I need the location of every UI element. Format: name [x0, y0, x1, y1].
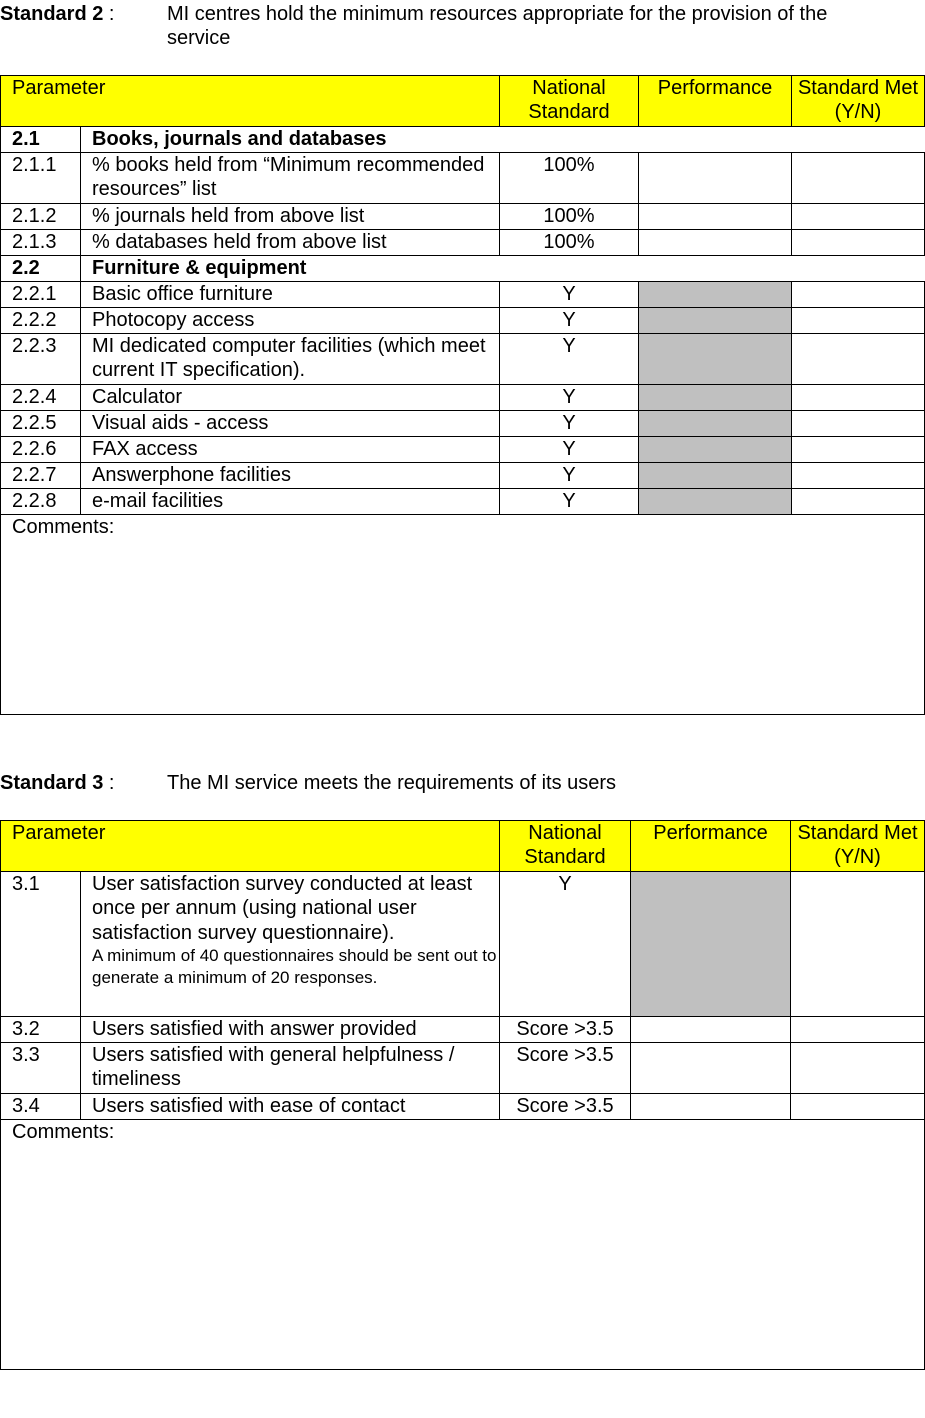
row-parameter: FAX access [81, 437, 500, 463]
row-parameter: % journals held from above list [81, 204, 500, 230]
table-header-row [1, 76, 925, 127]
row-id: 2.2.6 [1, 437, 81, 463]
row-national-standard: Score >3.5 [500, 1017, 631, 1043]
row-id: 3.3 [1, 1043, 81, 1094]
row-performance-shaded-cell [639, 463, 792, 489]
row-standard-met-cell[interactable] [791, 1017, 925, 1043]
row-performance-cell[interactable] [639, 230, 792, 256]
comments-label: Comments: [12, 516, 115, 538]
row-standard-met-cell[interactable] [792, 411, 925, 437]
row-id: 2.2.7 [1, 463, 81, 489]
table-row [1, 334, 925, 385]
row-national-standard: Y [500, 489, 639, 515]
row-id: 2.2.1 [1, 282, 81, 308]
section-id: 2.2 [1, 256, 81, 282]
row-performance-cell[interactable] [631, 1043, 791, 1094]
table-row [1, 489, 925, 515]
row-parameter: Users satisfied with ease of contact [81, 1094, 500, 1120]
row-standard-met-cell[interactable] [792, 308, 925, 334]
table-row [1, 1043, 925, 1094]
table-row [1, 1017, 925, 1043]
row-id: 2.2.4 [1, 385, 81, 411]
row-parameter: Users satisfied with general helpfulness / timeliness [81, 1043, 500, 1094]
table-row [1, 437, 925, 463]
table-row [1, 1094, 925, 1120]
comments-row [1, 1120, 925, 1370]
row-standard-met-cell[interactable] [792, 153, 925, 204]
row-parameter: Photocopy access [81, 308, 500, 334]
table-row [1, 463, 925, 489]
table-row [1, 308, 925, 334]
row-id: 2.2.3 [1, 334, 81, 385]
row-performance-shaded-cell [639, 308, 792, 334]
standard-3-label: Standard 3 : [0, 772, 115, 794]
table-row [1, 204, 925, 230]
row-parameter: % books held from “Minimum recommended resources” list [81, 153, 500, 204]
row-performance-cell[interactable] [639, 153, 792, 204]
row-parameter: Visual aids - access [81, 411, 500, 437]
row-national-standard: 100% [500, 230, 639, 256]
row-id: 3.2 [1, 1017, 81, 1043]
comments-row [1, 515, 925, 715]
row-id: 2.1.1 [1, 153, 81, 204]
comments-box[interactable] [1, 1120, 925, 1370]
row-national-standard: Y [500, 334, 639, 385]
section-id: 2.1 [1, 127, 81, 153]
row-standard-met-cell[interactable] [792, 204, 925, 230]
row-national-standard: Score >3.5 [500, 1094, 631, 1120]
standard-3-description: The MI service meets the requirements of its users [167, 772, 617, 794]
row-performance-shaded-cell [639, 411, 792, 437]
row-national-standard: Y [500, 385, 639, 411]
row-performance-shaded-cell [639, 385, 792, 411]
row-standard-met-cell[interactable] [792, 230, 925, 256]
row-national-standard: 100% [500, 204, 639, 230]
header-parameter: Parameter [1, 76, 500, 127]
row-performance-shaded-cell [639, 437, 792, 463]
table-row [1, 282, 925, 308]
header-standard-met: Standard Met (Y/N) [792, 76, 925, 127]
section-title: Furniture & equipment [81, 256, 925, 282]
row-performance-cell[interactable] [631, 1017, 791, 1043]
standard-3-table [0, 820, 925, 1370]
header-performance: Performance [631, 821, 791, 872]
row-standard-met-cell[interactable] [791, 1043, 925, 1094]
table-row [1, 153, 925, 204]
row-parameter: Users satisfied with answer provided [81, 1017, 500, 1043]
comments-box[interactable] [1, 515, 925, 715]
section-row [1, 256, 925, 282]
standard-2-description: MI centres hold the minimum resources appropriate for the provision of the service [167, 3, 828, 50]
row-standard-met-cell[interactable] [791, 1094, 925, 1120]
row-performance-shaded-cell [631, 872, 791, 1017]
row-id: 2.2.5 [1, 411, 81, 437]
table-row [1, 230, 925, 256]
comments-label: Comments: [12, 1121, 115, 1143]
row-national-standard: Y [500, 411, 639, 437]
row-parameter: e-mail facilities [81, 489, 500, 515]
row-parameter: Basic office furniture [81, 282, 500, 308]
row-standard-met-cell[interactable] [792, 334, 925, 385]
standard-2-label: Standard 2 : [0, 3, 115, 25]
header-parameter: Parameter [1, 821, 500, 872]
row-standard-met-cell[interactable] [792, 385, 925, 411]
section-row [1, 127, 925, 153]
row-national-standard: Y [500, 437, 639, 463]
header-national-standard: National Standard [500, 76, 639, 127]
row-id: 2.2.2 [1, 308, 81, 334]
header-national-standard: National Standard [500, 821, 631, 872]
table-row [1, 411, 925, 437]
row-parameter [81, 872, 500, 1017]
row-performance-shaded-cell [639, 282, 792, 308]
row-performance-shaded-cell [639, 334, 792, 385]
section-title: Books, journals and databases [81, 127, 925, 153]
table-row [1, 872, 925, 1017]
table-row [1, 385, 925, 411]
row-national-standard: Y [500, 463, 639, 489]
row-standard-met-cell[interactable] [792, 437, 925, 463]
row-performance-shaded-cell [639, 489, 792, 515]
row-national-standard: Y [500, 308, 639, 334]
row-id: 2.1.3 [1, 230, 81, 256]
row-standard-met-cell[interactable] [792, 282, 925, 308]
row-performance-cell[interactable] [631, 1094, 791, 1120]
row-parameter-text: User satisfaction survey conducted at least once per annum (using national user satisfaction survey questionnaire). [92, 873, 473, 944]
row-parameter: % databases held from above list [81, 230, 500, 256]
header-standard-met: Standard Met (Y/N) [791, 821, 925, 872]
row-parameter: Calculator [81, 385, 500, 411]
row-parameter: Answerphone facilities [81, 463, 500, 489]
row-performance-cell[interactable] [639, 204, 792, 230]
row-national-standard: Y [500, 282, 639, 308]
row-national-standard: Score >3.5 [500, 1043, 631, 1094]
header-performance: Performance [639, 76, 792, 127]
row-parameter: MI dedicated computer facilities (which meet current IT specification). [81, 334, 500, 385]
row-national-standard: Y [500, 872, 631, 1017]
row-parameter-note: A minimum of 40 questionnaires should be sent out to generate a minimum of 20 responses. [92, 946, 497, 988]
row-id: 3.4 [1, 1094, 81, 1120]
row-id: 2.2.8 [1, 489, 81, 515]
row-standard-met-cell[interactable] [792, 463, 925, 489]
row-id: 3.1 [1, 872, 81, 1017]
row-id: 2.1.2 [1, 204, 81, 230]
row-standard-met-cell[interactable] [791, 872, 925, 1017]
row-standard-met-cell[interactable] [792, 489, 925, 515]
row-national-standard: 100% [500, 153, 639, 204]
table-header-row [1, 821, 925, 872]
standard-2-table [0, 75, 925, 715]
